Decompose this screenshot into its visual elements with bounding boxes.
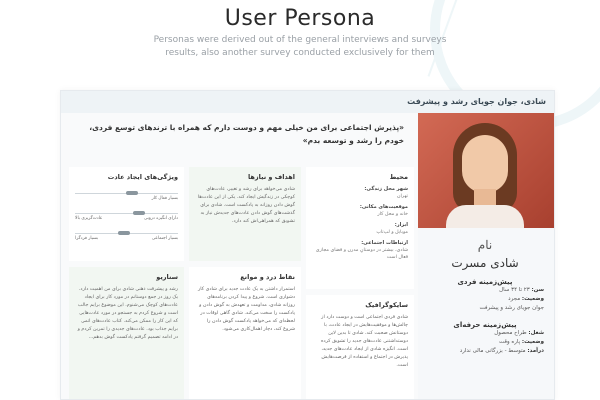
pain-points-title: نقاط درد و موانع: [240, 273, 295, 281]
personal-summary: جوان جویای رشد و پیشرفت: [479, 305, 544, 311]
trait-knob: [118, 231, 130, 235]
trait-knob: [126, 191, 138, 195]
trait-label-right: دارای انگیزه درونی: [144, 216, 178, 221]
persona-name: شادی مسرت: [451, 256, 519, 270]
trait-knob: [133, 211, 145, 215]
psychographic-section: [306, 295, 414, 399]
professional-background-title: پیش‌زمینه حرفه‌ای: [453, 321, 517, 329]
personal-background-title: پیش‌زمینه فردی: [457, 278, 513, 286]
habit-traits-title: ویژگی‌های ایجاد عادت: [107, 173, 178, 181]
persona-card: [60, 90, 555, 400]
trait-label-right: بسیار اجتماعی: [151, 236, 178, 241]
persona-quote: [73, 121, 408, 155]
environment-title: محیط: [389, 173, 408, 181]
persona-photo: [416, 113, 554, 228]
scenario-title: سناریو: [156, 273, 178, 281]
persona-profile: [416, 228, 554, 400]
trait-label-right: بسیار فعال کار: [151, 196, 178, 201]
goals-section: [189, 167, 301, 261]
professional-income: درآمد: متوسط - بزرگانی مالی ندارد: [459, 348, 544, 354]
persona-details: [61, 113, 418, 400]
quote-line-2: خودم را رشد و توسعه بدم»: [302, 136, 404, 145]
personal-status: وضعیت: مجرد: [508, 296, 544, 302]
personal-age: سن: ۲۳ تا ۳۴ سال: [499, 287, 544, 293]
scenario-section: [69, 267, 184, 399]
pain-points-text: استمرار داشتن به یک عادت جدید برای شادی کار دشواری است. شروع و پیدا کردن برنامه‌های روزانه شادی، مداومت و تعهدش به گوش دادن و پادکست را سخت می‌کند. شادی گاهی اوقات در لحظه‌ای که می‌خواهد پادکست گوش دادن را شروع کند، دچار اهمال‌کاری می‌شود.: [197, 287, 295, 332]
scenario-text: رشد و پیشرفت ذهنی شادی برای من اهمیت دارد. یک روز در جمع دوستانم در مورد کار برای ایجاد عادت‌های کوچک می‌شنوم. این موضوع برایم جالب است و شروع کردم به جستجو در مورد عادت‌هایی که این کار را ممکن می‌کند. کتاب عادت‌های اتمی برایم جذاب بود. عادت‌های جدیدی را تمرین کردم و در ادامه تصمیم گرفتم پادکست گوش بدهم...: [77, 287, 178, 340]
persona-card-header: شادی، جوان جویای رشد و پیشرفت: [61, 91, 554, 113]
trait-slider-2: [75, 206, 178, 224]
photo-shirt: [446, 205, 524, 228]
goals-title: اهداف و نیازها: [247, 173, 295, 181]
photo-face: [462, 135, 508, 193]
professional-status: وضعیت: پاره وقت: [498, 339, 544, 345]
psychographic-title: سایکوگرافیک: [365, 301, 408, 309]
psychographic-text: شادی فردی اجتماعی است و دوست دارد از چالش‌ها و موفقیت‌هایش در ایجاد عادت، با دوستانش صحبت کند. شادی تا بدین لاین دوستداشتنی عادت‌های جدید را تشویق کرده است. انگیزه شادی از ایجاد عادت‌های جدید، پذیرش در اجتماع و استفاده از فرصت‌هایش است.: [320, 315, 408, 368]
professional-job: شغل: طراح محصول: [494, 330, 544, 336]
environment-social: ارتباطات اجتماعی: شادی، بیشتر در دوستانِ مدرن و فضای مجازی فعال است: [315, 240, 408, 260]
persona-script-name: نام: [477, 238, 493, 252]
environment-section: [306, 167, 414, 289]
trait-label-left: بسیار فردگرا: [75, 236, 99, 241]
page-title: User Persona: [224, 6, 376, 31]
trait-track: [75, 213, 178, 214]
habit-traits-section: [69, 167, 184, 261]
environment-tools: ابزار: موبایل و لپ‌تاپ: [376, 222, 408, 235]
quote-line-1: «پذیرش اجتماعی برای من خیلی مهم و دوست دارم که همراه با ترندهای توسع فردی،: [89, 123, 404, 132]
pain-points-section: [189, 267, 301, 399]
trait-label-left: عادت‌گریزی بالا: [75, 216, 103, 221]
subtitle-line-1: Personas were derived out of the general interviews and surveys: [153, 35, 447, 45]
environment-city: شهر محل زندگی: تهران: [364, 186, 408, 199]
trait-slider-3: [75, 226, 178, 244]
page-subtitle: [0, 34, 600, 60]
goals-text: شادی می‌خواهد برای رشد و تغییر، عادت‌های کوچکی در زندگیش ایجاد کند. یکی از این عادت‌ها گوش دادن روزانه به پادکست است. شادی برای گذشت‌های گوش دادن عادت‌های جدیدش نیاز به تشویق که همراهی‌اش کند دارد.: [197, 187, 295, 224]
subtitle-line-2: results, also another survey conducted exclusively for them: [165, 48, 435, 58]
environment-locations: موقعیت‌های مکانی: خانه و محل کار: [359, 204, 408, 217]
trait-slider-1: [75, 186, 178, 204]
page-header: [0, 6, 600, 60]
